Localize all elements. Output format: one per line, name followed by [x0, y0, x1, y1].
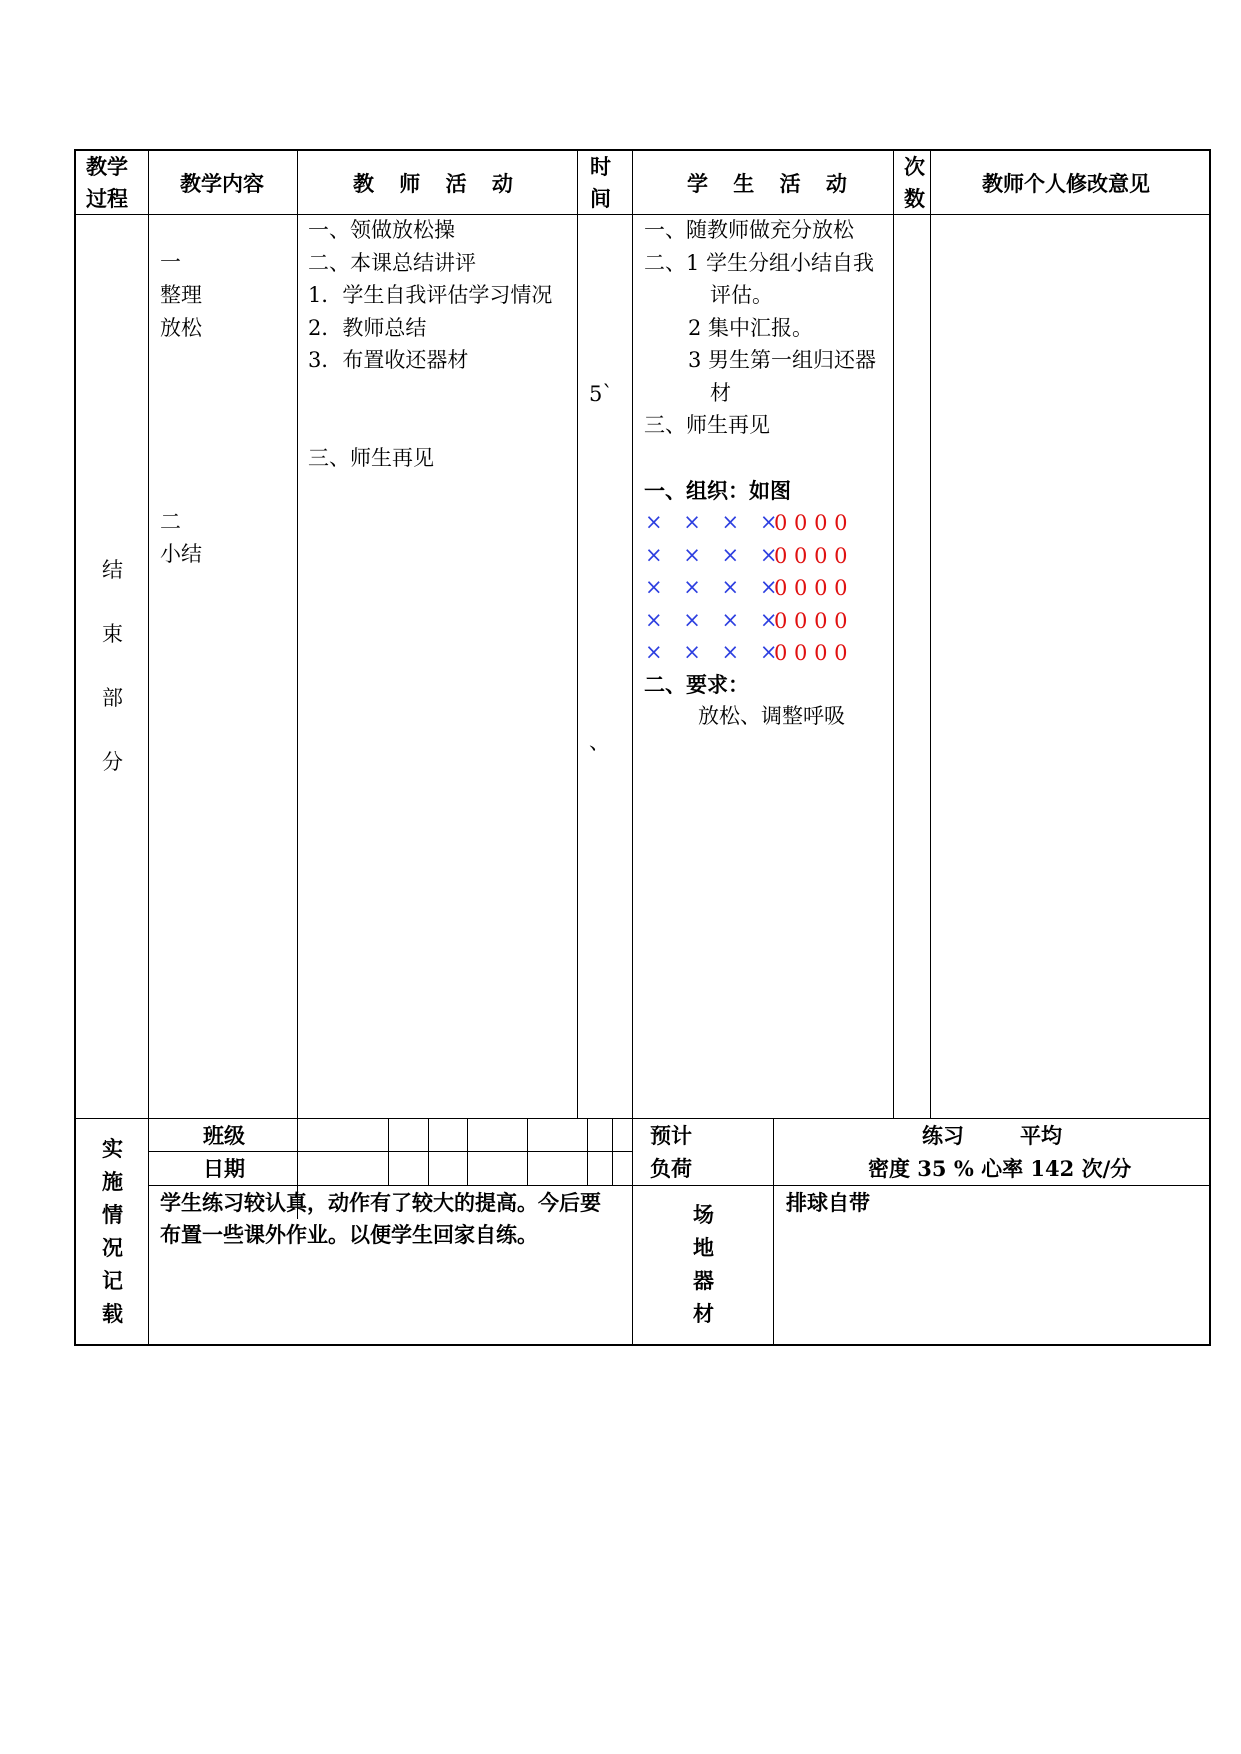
table-line [467, 1118, 468, 1186]
table-line [632, 150, 633, 1345]
table-line [74, 1344, 1211, 1346]
venue-label-char: 器 [693, 1268, 714, 1293]
teacher-line: 一、领做放松操 [308, 218, 455, 242]
teacher-line: 1．学生自我评估学习情况 [308, 283, 553, 307]
teacher-line: 二、本课总结讲评 [308, 251, 476, 275]
content-line: 小结 [160, 542, 202, 566]
table-line [577, 150, 578, 1119]
record-label-char: 情 [102, 1202, 123, 1227]
header-count-line1: 次 [904, 154, 925, 179]
load-average-label: 平均 [1020, 1123, 1062, 1148]
time-value: 5` [589, 382, 613, 406]
header-teacher-activity: 教 师 活 动 [353, 171, 513, 196]
formation-circles: 0 0 0 0 [774, 641, 848, 665]
venue-label-char: 场 [693, 1202, 714, 1227]
formation-circles: 0 0 0 0 [774, 609, 848, 633]
record-label-char: 实 [102, 1136, 123, 1161]
date-label: 日期 [203, 1156, 245, 1181]
student-line: 材 [710, 381, 731, 405]
table-line [527, 1118, 528, 1186]
student-line: 3 男生第一组归还器 [688, 348, 877, 372]
header-student-activity: 学 生 活 动 [687, 171, 847, 196]
section-label-char: 分 [102, 750, 123, 774]
formation-crosses: × × × × [645, 510, 778, 534]
formation-crosses: × × × × [645, 608, 778, 632]
record-label-char: 载 [102, 1301, 123, 1326]
load-practice-label: 练习 [922, 1123, 964, 1148]
formation-circles: 0 0 0 0 [774, 544, 848, 568]
content-line: 放松 [160, 316, 202, 340]
organization-title: 一、组织：如图 [644, 478, 791, 503]
table-line [148, 1185, 1210, 1186]
formation-crosses: × × × × [645, 575, 778, 599]
student-line: 2 集中汇报。 [688, 316, 814, 340]
venue-text: 排球自带 [786, 1190, 870, 1215]
header-process-line2: 过程 [86, 186, 128, 211]
table-line [148, 150, 149, 1345]
table-line [1209, 150, 1211, 1346]
venue-label-char: 材 [693, 1301, 714, 1326]
load-values: 密度 35 % 心率 142 次/分 [868, 1156, 1132, 1181]
table-line [74, 150, 76, 1346]
load-label-line1: 预计 [650, 1123, 692, 1148]
content-line: 二 [160, 510, 181, 534]
section-label-char: 束 [102, 622, 123, 646]
table-line [148, 1151, 633, 1152]
formation-circles: 0 0 0 0 [774, 511, 848, 535]
header-time-line2: 间 [590, 186, 611, 211]
header-time-line1: 时 [590, 154, 611, 179]
teacher-line: 三、师生再见 [308, 446, 434, 470]
student-line: 评估。 [710, 283, 773, 307]
load-label-line2: 负荷 [650, 1156, 692, 1181]
section-label-char: 部 [102, 686, 123, 710]
requirement-title: 二、要求： [644, 672, 749, 697]
record-notes-line1: 学生练习较认真，动作有了较大的提高。今后要 [160, 1190, 601, 1215]
formation-crosses: × × × × [645, 640, 778, 664]
header-count-line2: 数 [904, 186, 925, 211]
formation-circles: 0 0 0 0 [774, 576, 848, 600]
class-label: 班级 [203, 1123, 245, 1148]
record-notes-line2: 布置一些课外作业。以便学生回家自练。 [160, 1222, 538, 1247]
table-line [587, 1118, 588, 1186]
header-revision: 教师个人修改意见 [982, 171, 1150, 196]
table-line [388, 1118, 389, 1186]
table-line [74, 214, 1211, 215]
table-line [74, 1118, 1211, 1119]
table-line [893, 150, 894, 1119]
record-label-char: 施 [102, 1169, 123, 1194]
section-label-char: 结 [102, 558, 123, 582]
header-content: 教学内容 [180, 171, 264, 196]
requirement-text: 放松、调整呼吸 [698, 704, 845, 728]
table-line [428, 1118, 429, 1186]
student-line: 二、1 学生分组小结自我 [644, 251, 875, 275]
record-label-char: 况 [102, 1235, 123, 1260]
teacher-line: 2．教师总结 [308, 316, 427, 340]
student-line: 一、随教师做充分放松 [644, 218, 854, 242]
record-label-char: 记 [102, 1268, 123, 1293]
content-line: 整理 [160, 283, 202, 307]
teacher-line: 3．布置收还器材 [308, 348, 469, 372]
time-mark: 、 [589, 730, 610, 754]
venue-label-char: 地 [693, 1235, 714, 1260]
table-line [74, 149, 1211, 151]
student-line: 三、师生再见 [644, 413, 770, 437]
content-line: 一 [160, 250, 181, 274]
table-line [930, 150, 931, 1119]
table-line [297, 150, 298, 1219]
table-line [612, 1118, 613, 1186]
table-line [773, 1118, 774, 1345]
formation-crosses: × × × × [645, 543, 778, 567]
header-process-line1: 教学 [86, 154, 128, 179]
